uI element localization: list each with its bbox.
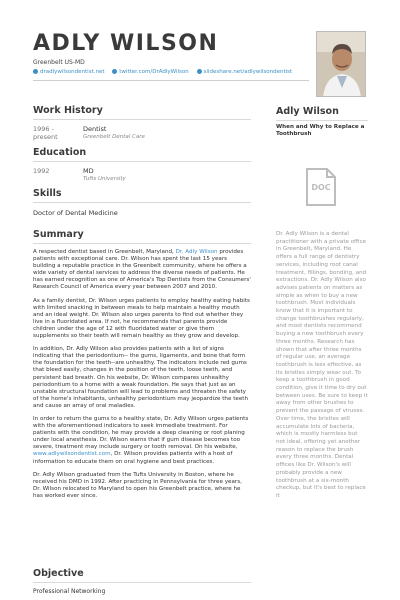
twitter-link[interactable]: twitter.com/DrAdlyWilson [112, 69, 189, 75]
sidebar-article-title[interactable]: When and Why to Replace a Toothbrush [276, 124, 365, 137]
skills-text: Doctor of Dental Medicine [33, 209, 118, 217]
summary-paragraph: In addition, Dr. Adly Wilson also provides patients with a list of signs indicating that the periodontium-- the gums, ligaments, and bone that form the foundation for the teeth--are unhealthy. The indicators include red gums that bleed easily, changes in the position of the teeth, loose teeth, and persistent bad breath. On his website, Dr. Wilson compares unhealthy periodontium to a home with a weak foundation. He says that just as an unstable structural foundation will lead to problems and threaten the safety of the home's inhabitants, unhealthy periodontium may jeopardize the teeth and cause an array of oral maladies. [33, 346, 249, 409]
summary-paragraph: In order to return the gums to a healthy state, Dr. Adly Wilson urges patients with the aforementioned indicators to seek immediate treatment. For patients with the condition, he may provide a deep cleaning or root planing under local anesthesia. Dr. Wilson warns that if gum disease becomes too severe, treatment may include surgery or tooth removal. On his website, www.adlywilsondentist.com, Dr. Wilson provides patients with a host of information to educate them on oral hygiene and best practices. [33, 415, 249, 465]
website-inline-link[interactable]: www.adlywilsondentist.com [33, 451, 111, 458]
slideshare-icon [197, 69, 202, 74]
slideshare-link[interactable]: slideshare.net/adlywilsondentist [197, 69, 293, 75]
summary-heading: Summary [33, 229, 84, 240]
doc-file-icon [305, 167, 337, 207]
sidebar-article-body: Dr. Adly Wilson is a dental practitioner with a private office in Greenbelt, Maryland. He offers a full range of dentistry services, including root canal treatment, fillings, bonding, and extractions. Dr. Adly Wilson also advises patients on matters as simple as when to buy a new toothbrush. Most individuals know that it is important to change toothbrushes regularly, and most dentists recommend buying a new toothbrush every three months. Research has shown that after three months of regular use, an average toothbrush is less effective, as its bristles simply wear out. To keep a toothbrush in good condition, give it time to dry out between uses. Be sure to keep it away from other brushes to prevent the passage of viruses. Over time, the bristles will accumulate lots of bacteria, which is mostly harmless but not ideal, offering yet another reason to replace the brush every three months. Dental offices like Dr. Wilson's will probably provide a new toothbrush at a six-month checkup, but it's best to replace it [276, 231, 368, 499]
education-heading: Education [33, 147, 87, 158]
education-degree: MD [83, 167, 94, 175]
work-history-divider [33, 119, 251, 120]
summary-paragraph: As a family dentist, Dr. Wilson urges patients to employ healthy eating habits with limited snacking in between meals to help maintain a healthy mouth and an ideal weight. Dr. Wilson also urges parents to find out whether they live in a fluoridated area. If not, he recommends that parents provide children under the age of 12 with fluoridated water or give them supplements so their teeth will remain healthy as they grow and develop. [33, 297, 250, 340]
profile-name-link[interactable]: Dr. Adly Wilson [175, 249, 218, 255]
education-date: 1992 [33, 167, 50, 175]
summary-paragraph: Dr. Adly Wilson graduated from the Tufts University in Boston, where he received his DMD in 1992. After practicing in Pennsylvania for three years, Dr. Wilson relocated to Maryland to open his Greenbelt practice, where he has worked ever since. [33, 471, 242, 499]
summary-divider [33, 243, 251, 244]
contact-links [33, 69, 298, 75]
objective-heading: Objective [33, 568, 84, 579]
sidebar-title: Adly Wilson [276, 106, 339, 117]
work-role: Dentist [83, 125, 107, 133]
education-school: Tufts University [83, 176, 126, 182]
summary-paragraph: A respected dentist based in Greenbelt, Maryland, Dr. Adly Wilson provides patients with exceptional care. Dr. Wilson has spent the last 15 years building a reputable practice in the Greenbelt community, where he offers a wide variety of dental services to address the diverse needs of patients. He has earned recognition as one of America's Top Dentists from the Consumers' Research Council of America every year between 2007 and 2010. [33, 249, 251, 291]
skills-heading: Skills [33, 188, 62, 199]
document-icon[interactable] [305, 167, 337, 207]
objective-divider [33, 582, 251, 583]
location-text: Greenbelt US-MD [33, 59, 85, 66]
doc-icon-label: DOC [311, 183, 331, 192]
portrait-image [317, 32, 366, 97]
objective-text: Professional Networking [33, 588, 106, 595]
work-organization: Greenbelt Dental Care [83, 134, 145, 140]
resume-name: ADLY WILSON [33, 31, 219, 56]
website-link[interactable]: dradlywilsondentist.net [33, 69, 105, 75]
profile-photo [316, 31, 366, 97]
sidebar-divider [276, 120, 368, 121]
skills-divider [33, 202, 251, 203]
work-history-heading: Work History [33, 105, 103, 116]
twitter-icon [112, 69, 117, 74]
education-divider [33, 161, 251, 162]
work-date: 1996 - present [33, 125, 58, 141]
globe-icon [33, 69, 38, 74]
summary-body [33, 249, 251, 506]
header-divider [33, 80, 309, 81]
